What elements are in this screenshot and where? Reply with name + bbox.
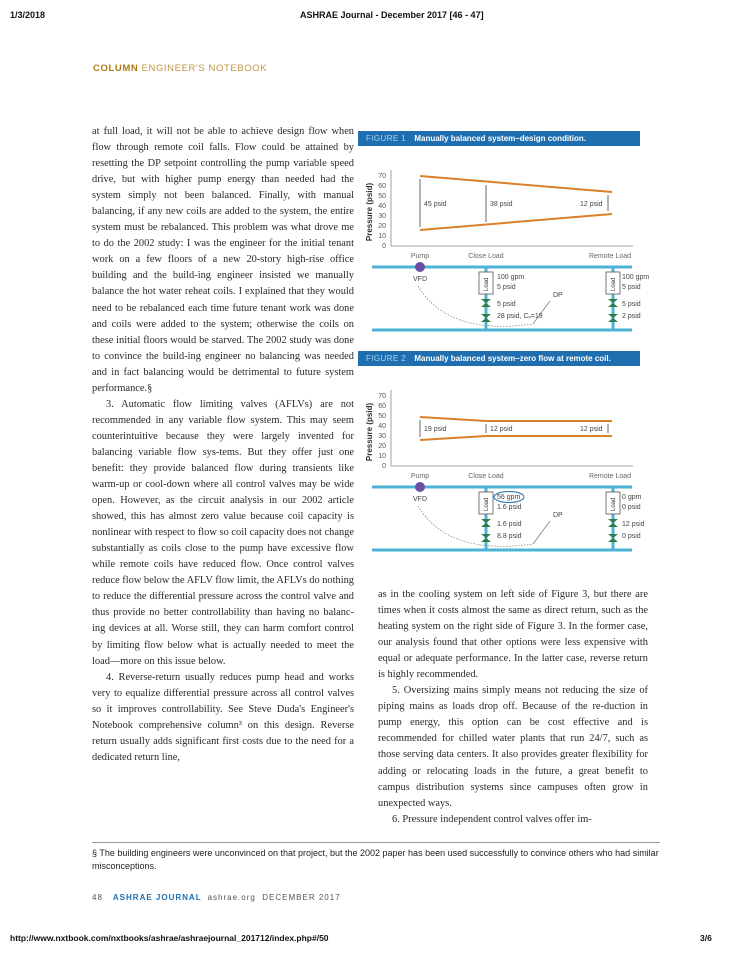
y-tick: 0 (382, 243, 386, 250)
y-tick: 30 (378, 433, 386, 440)
right-text-column (378, 587, 648, 828)
dp-label: 38 psid (490, 201, 513, 208)
dp-sensor-line (533, 521, 550, 544)
close-load-valve-dp: 1.6 psid (497, 521, 522, 528)
x-tick: Remote Load (588, 473, 632, 480)
paragraph: 4. Reverse-return usually reduces pump head and works very to equalize differential pressure across all control valves so it improves controllability. See Steve Duda's Engineer's Notebook comprehensive column³ on this design. Reverse return usually adds significant first costs due to the need for a dedicated return line, (92, 671, 354, 763)
x-tick: Pump (410, 253, 430, 260)
figure-2-diagram (358, 366, 645, 572)
control-valve-icon (608, 519, 618, 527)
paragraph: as in the cooling system on left side of Figure 3, but there are times when it costs almost the same as direct return, such as the heating system on the right side of Figure 3. In the former case, our analysis found that other options were less expensive with equal or adequate performance. In the latter case, reverse return is highly recommended. (378, 589, 648, 681)
remote-load-coil-dp: 0 psid (622, 504, 641, 511)
supply-grade-line (420, 417, 486, 421)
load-label: Load (611, 277, 617, 291)
remote-load-balance-dp: 0 psid (622, 533, 641, 540)
balancing-valve-icon (481, 314, 491, 322)
return-grade-line (420, 436, 486, 440)
dp-label: 12 psid (580, 426, 603, 433)
control-valve-icon (608, 299, 618, 307)
x-tick: Remote Load (588, 253, 632, 260)
footnote: § The building engineers were unconvinced on that project, but the 2002 paper has been used successfully to convince others who had similar misconceptions. (92, 848, 659, 871)
remote-load-flow: 0 gpm (622, 494, 642, 501)
figure-1-title-bar (358, 131, 640, 146)
supply-grade-line (420, 176, 612, 192)
close-load-coil-dp: 5 psid (497, 284, 516, 291)
y-tick: 0 (382, 463, 386, 470)
y-tick: 20 (378, 443, 386, 450)
print-page: 3/6 (700, 933, 712, 943)
footnote-rule (92, 842, 660, 843)
y-tick: 30 (378, 213, 386, 220)
x-tick: Close Load (468, 473, 504, 480)
y-tick: 60 (378, 403, 386, 410)
figure-2-title-bar (358, 351, 640, 366)
close-load-valve-dp: 5 psid (497, 301, 516, 308)
page-number: 48 (92, 893, 103, 902)
close-load-coil-dp: 1.6 psid (497, 504, 522, 511)
remote-load-valve-dp: 12 psid (622, 521, 645, 528)
dp-sensor-label: DP (553, 512, 563, 519)
y-tick: 50 (378, 413, 386, 420)
paragraph: 3. Automatic flow limiting valves (AFLVs) are not recommended in any variable flow system. This may seem counterintuitive because they were largely invented for balancing variable flow sys-tems. But they offer just one benefit: they provide balanced flow during transients like warm-up or cool-down where all control valves may be wide open. However, as the circuit analysis in our 2002 article showed, this has almost zero value because coil capacity is nonlinear with respect to flow so coil capacity does not change substantially as coils close to the pump have excessive flow while remote coils have reduced flow. Once control valves reduce flow below the AFLV flow limit, the AFLVs do nothing to reduce the differential pressure across the control valve and thus provide no better controllability than having no balanc-ing devices at all. Worse still, they can harm comfort control by limiting flow below what is actually needed to meet the load—more on this issue below. (92, 398, 354, 667)
paragraph: 5. Oversizing mains simply means not reducing the size of piping mains as loads drop off. Because of the re-duction in pump energy, this option can be cost effective and is recommended for chilled water plants that run 24/7, such as those serving data centers. It also provides greater flexibility for adding or relocating loads in the future, a great benefit to campus distribution systems since campuses often grow in unexpected ways. (378, 685, 648, 809)
load-label: Load (484, 277, 490, 291)
journal-issue: DECEMBER 2017 (262, 893, 341, 902)
balancing-valve-icon (608, 534, 618, 542)
dp-sensor-label: DP (553, 292, 563, 299)
dp-label: 45 psid (424, 201, 447, 208)
x-tick: Pump (410, 473, 430, 480)
y-axis-label: Pressure (psid) (365, 182, 374, 242)
remote-load-balance-dp: 2 psid (622, 313, 641, 320)
column-series: ENGINEER'S NOTEBOOK (141, 63, 268, 74)
y-tick: 60 (378, 183, 386, 190)
paragraph: at full load, it will not be able to achieve design flow when flow through remote coil falls. Flow could be attained by resetting the DP setpoint controlling the pump variable speed drive, but with higher pump energy than needed had the system simply not been balanced. Finally, with manual balancing, if any new coils are added to the system, the entire system must be rebalanced. This problem was what drove me to do the 2002 study: I was the engineer for the initial tenant work on a few floors of a new 20-story high-rise office building and the build-ing engineer insisted we manually balance the hot water reheat coils. I explained that they would need to be rebalanced each time future tenant work was done and coils were added to the system; otherwise the coils on these initial floors would be starved. The 2002 study was done to convince the build-ing engineer no balancing was needed and in fact balancing would be detrimental to future system performance.§ (92, 126, 354, 394)
y-axis-label: Pressure (psid) (365, 402, 374, 462)
vfd-label: VFD (413, 496, 427, 503)
y-tick: 10 (378, 233, 386, 240)
print-url: http://www.nxtbook.com/nxtbooks/ashrae/ashraejournal_201712/index.php#/50 (10, 933, 329, 943)
x-tick: Close Load (468, 253, 504, 260)
dp-label: 12 psid (490, 426, 513, 433)
load-label: Load (611, 497, 617, 511)
pump-icon (415, 482, 425, 492)
remote-load-valve-dp: 5 psid (622, 301, 641, 308)
control-valve-icon (481, 299, 491, 307)
close-load-flow: 100 gpm (497, 274, 525, 281)
load-label: Load (484, 497, 490, 511)
close-load-balance-dp: 8.8 psid (497, 533, 522, 540)
y-tick: 10 (378, 453, 386, 460)
figure-1-title: Manually balanced system–design condition. (414, 134, 586, 143)
remote-load-coil-dp: 5 psid (622, 284, 641, 291)
print-date: 1/3/2018 (10, 10, 46, 20)
y-tick: 70 (378, 173, 386, 180)
paragraph: 6. Pressure independent control valves offer im- (392, 813, 592, 825)
column-header (93, 63, 267, 74)
control-valve-icon (481, 519, 491, 527)
dp-label: 19 psid (424, 426, 447, 433)
balancing-valve-icon (608, 314, 618, 322)
y-tick: 20 (378, 223, 386, 230)
journal-footer (92, 893, 341, 902)
close-load-balance-dp: 28 psid, Cᵥ=19 (497, 313, 543, 320)
y-tick: 50 (378, 193, 386, 200)
journal-name: ASHRAE JOURNAL (112, 893, 202, 902)
y-tick: 70 (378, 393, 386, 400)
figure-1 (358, 131, 650, 357)
remote-load-flow: 100 gpm (622, 274, 650, 281)
return-grade-line (420, 214, 612, 230)
y-tick: 40 (378, 203, 386, 210)
left-text-column (92, 124, 354, 766)
dp-label: 12 psid (580, 201, 603, 208)
figure-2-label: FIGURE 2 (366, 354, 407, 363)
print-title: ASHRAE Journal - December 2017 [46 - 47] (300, 10, 484, 20)
vfd-label: VFD (413, 276, 427, 283)
figure-2-title: Manually balanced system–zero flow at remote coil. (414, 354, 611, 363)
figure-1-label: FIGURE 1 (366, 134, 407, 143)
close-load-flow: 56 gpm (497, 494, 521, 501)
pump-icon (415, 262, 425, 272)
figure-2 (358, 351, 645, 577)
journal-site: ashrae.org (207, 893, 256, 902)
balancing-valve-icon (481, 534, 491, 542)
y-tick: 40 (378, 423, 386, 430)
dp-sensor-line (418, 286, 533, 326)
column-label: COLUMN (93, 63, 139, 74)
figure-1-diagram (358, 146, 650, 352)
